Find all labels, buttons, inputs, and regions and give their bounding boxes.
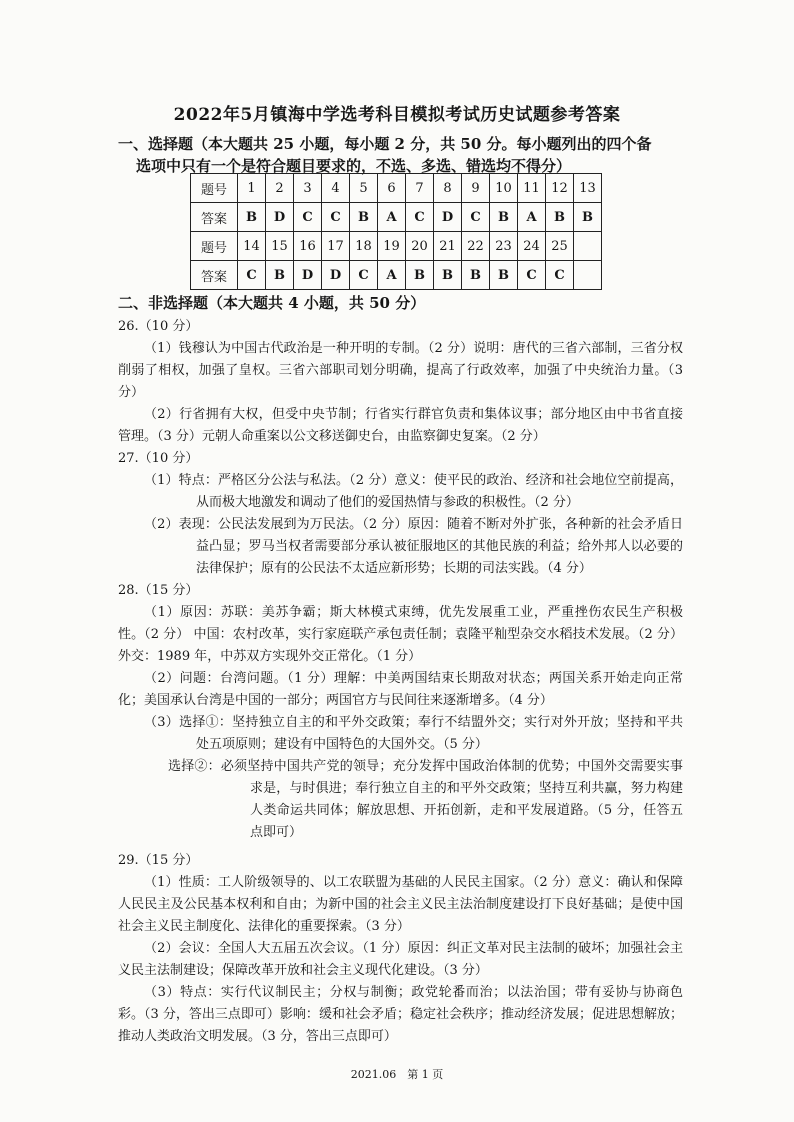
table-cell: 23: [490, 232, 518, 261]
question-28-heading: 28.（15 分）: [118, 583, 199, 598]
question-28-part-1: （1）原因：苏联：美苏争霸；斯大林模式束缚，优先发展重工业，严重挫伤农民生产积极性。（2 分） 中国：农村改革，实行家庭联产承包责任制；袁隆平籼型杂交水稻技术发展。（2 分）外交：1989 年，中苏双方实现外交正常化。（1 分）: [118, 605, 683, 664]
table-cell: [574, 232, 602, 261]
table-cell: 24: [518, 232, 546, 261]
answer-row-1: [191, 203, 602, 232]
answer-row-2: [191, 261, 602, 290]
table-cell: 25: [546, 232, 574, 261]
section-1-line-2: 选项中只有一个是符合题目要求的，不选、多选、错选均不得分）: [136, 157, 572, 175]
table-cell: 17: [322, 232, 350, 261]
table-cell: 15: [266, 232, 294, 261]
question-28-part-3: （3）选择①：坚持独立自主的和平外交政策；奉行不结盟外交；实行对外开放；坚持和平共处五项原则；建设有中国特色的大国外交。（5 分）: [144, 715, 683, 752]
table-cell: 1: [238, 174, 266, 203]
table-cell: C: [518, 261, 546, 290]
table-cell: C: [238, 261, 266, 290]
question-26-part-2: （2）行省拥有大权，但受中央节制；行省实行群官负责和集体议事；部分地区由中书省直接管理。（3 分）元朝人命重案以公文移送御史台，由监察御史复案。（2 分）: [118, 407, 683, 444]
table-cell: 11: [518, 174, 546, 203]
table-cell: 14: [238, 232, 266, 261]
row-label: 答案: [191, 261, 238, 290]
table-cell: 16: [294, 232, 322, 261]
table-cell: 3: [294, 174, 322, 203]
table-cell: B: [406, 261, 434, 290]
table-cell: 19: [378, 232, 406, 261]
question-29-part-2: （2）会议：全国人大五届五次会议。（1 分）原因：纠正文革对民主法制的破坏；加强社会主义民主法制建设；保障改革开放和社会主义现代化建设。（3 分）: [118, 941, 683, 978]
question-number-row-1: [191, 174, 602, 203]
section-1-heading: [118, 133, 678, 177]
table-cell: 2: [266, 174, 294, 203]
section-2-heading: 二、非选择题（本大题共 4 小题，共 50 分）: [118, 294, 426, 312]
table-cell: 9: [462, 174, 490, 203]
question-26-heading: 26.（10 分）: [118, 319, 199, 334]
page-footer: 2021.06 第 1 页: [350, 1068, 444, 1081]
page-title: 2022年5月镇海中学选考科目模拟考试历史试题参考答案: [173, 105, 621, 125]
question-29-part-1: （1）性质：工人阶级领导的、以工农联盟为基础的人民民主国家。（2 分）意义：确认和保障人民民主及公民基本权利和自由；为新中国的社会主义民主法治制度建设打下良好基础；是使中国社会主义民主制度化、法律化的重要探索。（3 分）: [118, 875, 683, 934]
table-cell: 18: [350, 232, 378, 261]
question-28-part-3-choice-2: 选择②：必须坚持中国共产党的领导；充分发挥中国政治体制的优势；中国外交需要实事求是，与时俱进；奉行独立自主的和平外交政策；坚持互利共赢，努力构建人类命运共同体；解放思想、开拓创新，走和平发展道路。（5 分，任答五点即可）: [168, 759, 683, 840]
table-cell: B: [462, 261, 490, 290]
table-cell: A: [518, 203, 546, 232]
answer-table: [190, 173, 602, 290]
question-29-part-3: （3）特点：实行代议制民主；分权与制衡；政党轮番而治；以法治国；带有妥协与协商色彩。（3 分，答出三点即可）影响：缓和社会矛盾；稳定社会秩序；推动经济发展；促进思想解放；推动人类政治文明发展。（3 分，答出三点即可）: [118, 985, 683, 1044]
table-cell: 20: [406, 232, 434, 261]
table-cell: C: [462, 203, 490, 232]
table-cell: 21: [434, 232, 462, 261]
table-cell: B: [546, 203, 574, 232]
question-27-part-2: （2）表现：公民法发展到为万民法。（2 分）原因：随着不断对外扩张，各种新的社会矛盾日益凸显；罗马当权者需要部分承认被征服地区的其他民族的利益；给外邦人以必要的法律保护；原有的公民法不太适应新形势；长期的司法实践。（4 分）: [144, 517, 683, 576]
table-cell: B: [490, 261, 518, 290]
table-cell: D: [322, 261, 350, 290]
table-cell: C: [294, 203, 322, 232]
table-cell: 7: [406, 174, 434, 203]
question-26-part-1: （1）钱穆认为中国古代政治是一种开明的专制。（2 分）说明：唐代的三省六部制，三省分权削弱了相权，加强了皇权。三省六部职司划分明确，提高了行政效率，加强了中央统治力量。（3 分）: [118, 341, 683, 400]
table-cell: B: [238, 203, 266, 232]
section-1-line-1: 一、选择题（本大题共 25 小题，每小题 2 分，共 50 分。每小题列出的四个备: [118, 135, 652, 153]
table-cell: C: [546, 261, 574, 290]
table-cell: 5: [350, 174, 378, 203]
table-cell: A: [378, 203, 406, 232]
question-number-row-2: [191, 232, 602, 261]
row-label: 题号: [191, 174, 238, 203]
table-cell: B: [574, 203, 602, 232]
row-label: 题号: [191, 232, 238, 261]
table-cell: 12: [546, 174, 574, 203]
question-28-part-2: （2）问题：台湾问题。（1 分）理解：中美两国结束长期敌对状态；两国关系开始走向正常化；美国承认台湾是中国的一部分；两国官方与民间往来逐渐增多。（4 分）: [118, 671, 683, 708]
table-cell: B: [350, 203, 378, 232]
table-cell: B: [490, 203, 518, 232]
table-cell: B: [434, 261, 462, 290]
table-cell: 4: [322, 174, 350, 203]
table-cell: [574, 261, 602, 290]
table-cell: A: [378, 261, 406, 290]
table-cell: C: [322, 203, 350, 232]
table-cell: D: [434, 203, 462, 232]
question-29-heading: 29.（15 分）: [118, 853, 199, 868]
table-cell: 13: [574, 174, 602, 203]
table-cell: 10: [490, 174, 518, 203]
table-cell: B: [266, 261, 294, 290]
table-cell: 6: [378, 174, 406, 203]
table-cell: D: [266, 203, 294, 232]
answer-body: [118, 316, 683, 1048]
table-cell: 22: [462, 232, 490, 261]
table-cell: D: [294, 261, 322, 290]
table-cell: 8: [434, 174, 462, 203]
table-cell: C: [350, 261, 378, 290]
table-cell: C: [406, 203, 434, 232]
question-27-heading: 27.（10 分）: [118, 451, 199, 466]
row-label: 答案: [191, 203, 238, 232]
question-27-part-1: （1）特点：严格区分公法与私法。（2 分）意义：使平民的政治、经济和社会地位空前提高，从而极大地激发和调动了他们的爱国热情与参政的积极性。（2 分）: [144, 473, 683, 510]
